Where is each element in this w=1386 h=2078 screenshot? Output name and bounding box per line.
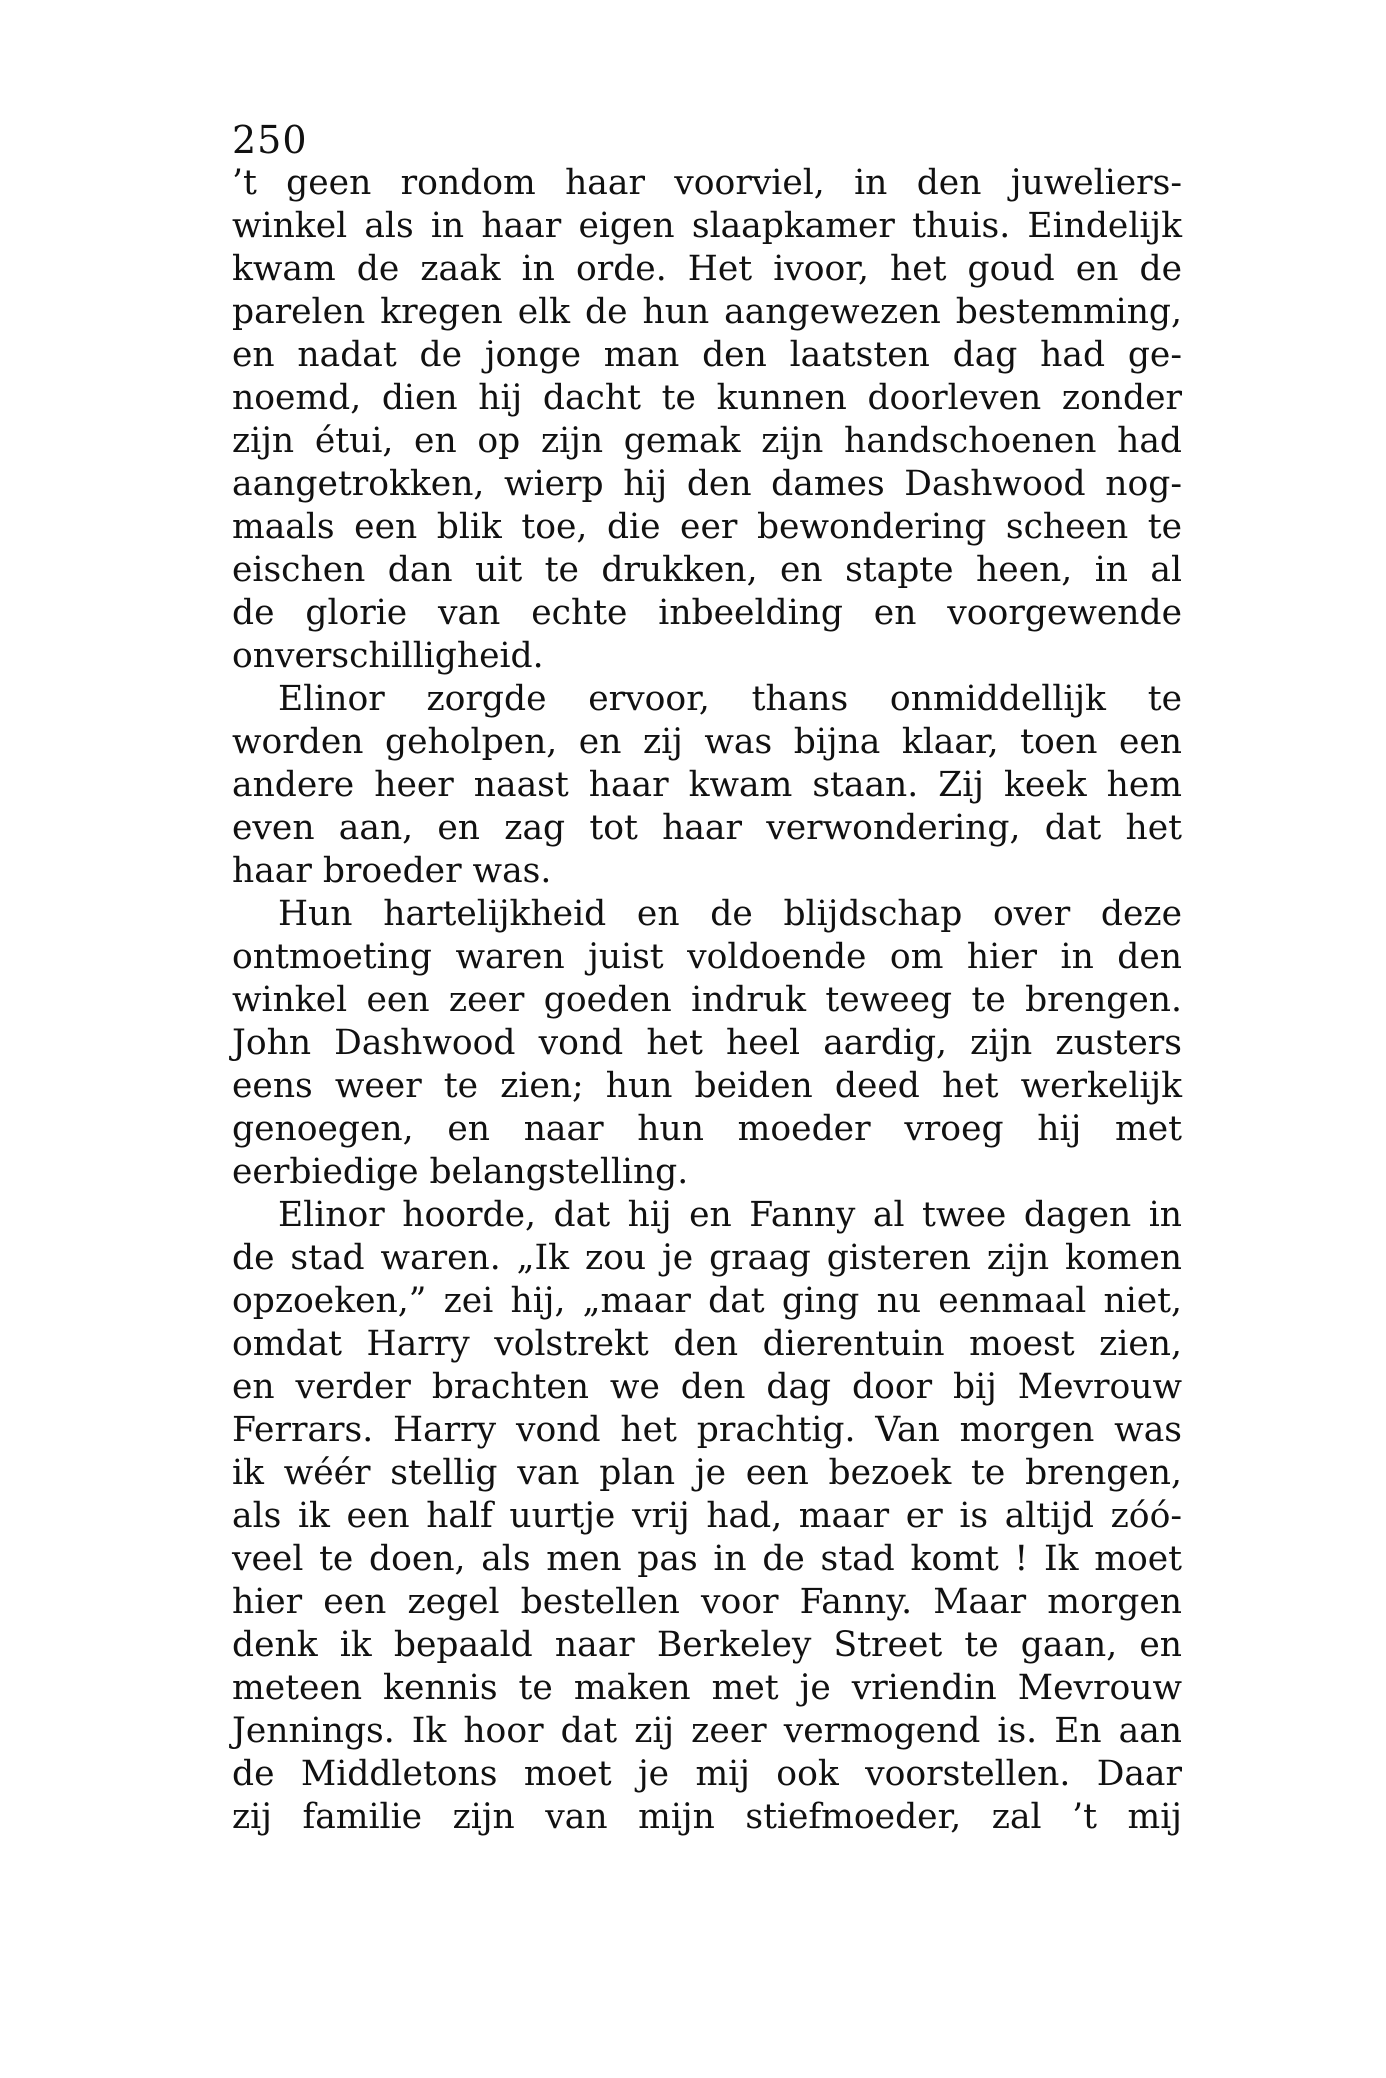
text-line: winkel als in haar eigen slaapkamer thuis. Eindelijk [232, 206, 1182, 246]
text-line: John Dashwood vond het heel aardig, zijn zusters [232, 1023, 1182, 1063]
text-line: genoegen, en naar hun moeder vroeg hij met [232, 1109, 1182, 1149]
text-line: zij familie zijn van mijn stiefmoeder, zal ’t mij [232, 1797, 1182, 1837]
text-line: Jennings. Ik hoor dat zij zeer vermogend is. En aan [232, 1711, 1182, 1751]
text-line: en verder brachten we den dag door bij Mevrouw [232, 1367, 1182, 1407]
text-line: ontmoeting waren juist voldoende om hier in den [232, 937, 1182, 977]
body-text [232, 162, 1182, 1839]
text-line: Ferrars. Harry vond het prachtig. Van morgen was [232, 1410, 1182, 1450]
paragraph-end-line: eerbiedige belangstelling. [232, 1152, 689, 1192]
text-line: parelen kregen elk de hun aangewezen bestemming, [232, 292, 1182, 332]
text-line: eens weer te zien; hun beiden deed het werkelijk [232, 1066, 1182, 1106]
text-line: opzoeken,” zei hij, „maar dat ging nu eenmaal niet, [232, 1281, 1182, 1321]
text-line: worden geholpen, en zij was bijna klaar, toen een [232, 722, 1182, 762]
text-line: als ik een half uurtje vrij had, maar er is altijd zóó- [232, 1496, 1182, 1536]
text-line: noemd, dien hij dacht te kunnen doorleven zonder [232, 378, 1182, 418]
text-line: even aan, en zag tot haar verwondering, dat het [232, 808, 1182, 848]
text-line: denk ik bepaald naar Berkeley Street te gaan, en [232, 1625, 1182, 1665]
text-line: meteen kennis te maken met je vriendin Mevrouw [232, 1668, 1182, 1708]
text-line: de stad waren. „Ik zou je graag gisteren zijn komen [232, 1238, 1182, 1278]
text-line: ik wéér stellig van plan je een bezoek te brengen, [232, 1453, 1182, 1493]
paragraph-start-line: Elinor zorgde ervoor, thans onmiddellijk te [278, 679, 1182, 719]
text-line: omdat Harry volstrekt den dierentuin moest zien, [232, 1324, 1182, 1364]
text-line: de Middletons moet je mij ook voorstellen. Daar [232, 1754, 1182, 1794]
text-line: en nadat de jonge man den laatsten dag had ge- [232, 335, 1182, 375]
text-line: eischen dan uit te drukken, en stapte heen, in al [232, 550, 1182, 590]
paragraph-end-line: onverschilligheid. [232, 636, 544, 676]
paragraph-start-line: Elinor hoorde, dat hij en Fanny al twee dagen in [278, 1195, 1182, 1235]
text-line: kwam de zaak in orde. Het ivoor, het goud en de [232, 249, 1182, 289]
text-line: andere heer naast haar kwam staan. Zij keek hem [232, 765, 1182, 805]
text-line: maals een blik toe, die eer bewondering scheen te [232, 507, 1182, 547]
paragraph-end-line: haar broeder was. [232, 851, 552, 891]
text-line: ’t geen rondom haar voorviel, in den juweliers- [232, 163, 1182, 203]
text-line: veel te doen, als men pas in de stad komt ! Ik moet [232, 1539, 1182, 1579]
text-line: de glorie van echte inbeelding en voorgewende [232, 593, 1182, 633]
text-line: zijn étui, en op zijn gemak zijn handschoenen had [232, 421, 1182, 461]
text-line: hier een zegel bestellen voor Fanny. Maar morgen [232, 1582, 1182, 1622]
page-number: 250 [232, 118, 308, 162]
text-line: aangetrokken, wierp hij den dames Dashwood nog- [232, 464, 1182, 504]
paragraph-start-line: Hun hartelijkheid en de blijdschap over deze [278, 894, 1182, 934]
text-line: winkel een zeer goeden indruk teweeg te brengen. [232, 980, 1182, 1020]
